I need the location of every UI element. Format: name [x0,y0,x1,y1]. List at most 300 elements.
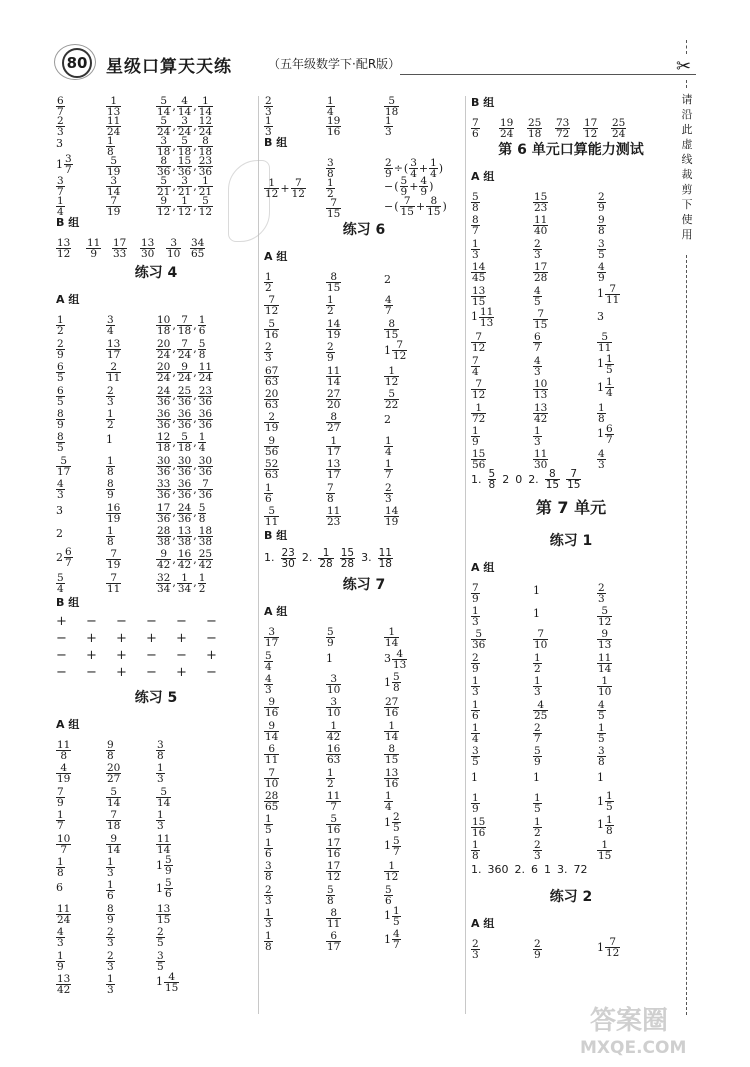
answer-value [106,880,115,901]
denominator: 17 [327,469,341,482]
answer-cell [597,190,606,213]
denominator: 21 [157,186,171,198]
answer-cell [471,744,480,767]
numerator: 12 [157,431,171,444]
answer-cell [597,604,612,627]
answer-value [264,436,279,457]
denominator: 8 [57,867,64,880]
operator: , [193,482,197,496]
answer-cell [533,447,548,470]
numerator: 7 [198,479,213,490]
numerator: 1 [198,431,206,444]
numerator: 5 [156,116,171,127]
whole-part: 1 [384,343,391,357]
denominator: 3 [534,365,541,378]
numerator: 5 [156,176,171,187]
answer-value [156,456,213,477]
numerator: 3 [598,745,605,758]
fraction [264,651,273,672]
answer-value [264,366,279,387]
fraction [605,284,620,305]
answer-cell [471,424,480,447]
fraction [86,238,101,259]
fraction [56,409,65,430]
fraction [106,857,115,878]
denominator: 28 [319,557,333,570]
numerator: 1 [606,352,613,365]
answer-cell [156,430,206,453]
answer-cell [56,832,71,855]
answer-row [56,947,256,973]
answer-value [56,787,65,808]
denominator: 8 [472,849,479,862]
answer-row [471,422,671,448]
answer-cell [555,116,570,139]
whole-part: 1 [384,675,391,689]
denominator: 63 [327,754,341,767]
denominator: 9 [57,348,64,361]
fraction [533,356,542,377]
denominator: 7 [385,305,392,318]
denominator: 18 [528,128,542,140]
fraction [264,412,279,433]
denominator: 24 [198,372,213,385]
answer-cell [56,808,65,831]
numerator: 11 [57,902,71,915]
answer-cell [499,116,514,139]
answer-value [326,412,341,433]
answer-cell [583,116,598,139]
numerator: 19 [327,115,341,127]
fraction [471,356,480,377]
answer-cell [326,457,341,480]
answer-cell [597,744,606,767]
fraction [555,118,570,139]
fraction [392,929,401,950]
denominator: 8 [598,412,605,425]
operator: , [193,119,197,133]
numerator: 11 [598,651,612,664]
answer-row [471,836,671,862]
answer-column-2 [264,92,464,954]
fraction [166,238,181,259]
numerator: 73 [556,117,570,129]
numerator: 1 [57,195,64,207]
answer-value [264,272,273,293]
operator: , [172,529,176,543]
mixed-number [597,354,614,375]
denominator: 2 [265,282,272,294]
denominator: 72 [556,128,570,140]
denominator: 28 [534,272,548,285]
denominator: 7 [385,469,392,482]
answer-value [533,723,542,744]
denominator: 24 [157,372,171,385]
numerator: 11 [534,214,548,227]
numerator: 2 [157,926,164,939]
answer-value [112,238,127,259]
operator: ( [394,179,399,193]
denominator: 36 [177,166,192,178]
answer-cell [597,698,606,721]
denominator: 24 [107,126,121,138]
answer-value [384,196,447,217]
fraction [156,740,165,761]
operator: , [193,576,197,590]
fraction [56,787,65,808]
numerator: 3 [265,860,272,873]
answer-cell [56,384,65,407]
answer-value [264,483,273,504]
answer-text: 3 [56,137,63,150]
denominator: 8 [107,535,114,548]
numerator: 5 [534,745,541,758]
fraction [471,215,480,236]
exercise-title: 练习 1 [549,532,593,549]
fraction [597,262,606,283]
answer-row [471,672,671,699]
numerator: 5 [264,506,279,517]
denominator: 14 [598,662,612,675]
numerator: 11 [198,361,213,374]
denominator: 14 [157,106,171,118]
answer-row [264,810,464,837]
answer-cell [533,815,542,838]
answer-value [156,951,165,972]
fraction [318,548,333,569]
denominator: 14 [177,106,192,118]
denominator: 65 [191,248,205,260]
fraction [340,548,355,569]
answer-value [597,746,606,767]
whole-part: 1 [156,858,163,872]
whole-part: 1 [384,839,391,853]
answer-cell [533,627,548,650]
answer-row [56,112,256,138]
numerator: 7 [471,379,486,390]
answer-row [56,970,256,996]
numerator: 30 [198,454,213,467]
denominator: 8 [60,750,68,763]
numerator: 28 [265,790,279,803]
numerator: 9 [107,739,114,752]
answer-row [471,305,671,331]
denominator: 7 [57,820,64,833]
denominator: 13 [107,106,121,118]
answer-cell [106,547,121,570]
numerator: 17 [327,836,341,849]
numerator: 5 [265,649,272,662]
operator: ) [429,179,434,193]
answer-value [106,763,121,784]
answer-value [384,836,401,857]
denominator: 2 [107,418,114,431]
answer-value [56,134,63,154]
fraction [499,118,514,139]
answer-value [326,627,335,648]
answer-value [190,238,205,259]
numerator: 8 [326,272,341,283]
numerator: 36 [198,407,213,420]
numerator: 11 [327,504,341,517]
denominator: 22 [385,398,399,411]
numerator: 4 [56,763,71,774]
numerator: 23 [281,546,295,559]
denominator: 5 [57,395,64,408]
numerator: 27 [385,696,399,709]
sign-cell: − [206,665,217,681]
answer-cell [106,949,115,972]
answer-cell [326,481,335,504]
denominator: 8 [198,512,206,525]
answer-value [597,332,612,353]
fraction [326,389,341,410]
fraction [384,768,399,789]
question-number: 3. [361,551,372,565]
answer-cell [56,855,65,878]
fraction [264,627,279,648]
whole-part: 1 [156,881,163,895]
fraction [156,479,171,500]
answer-value [527,118,542,139]
answer-cell [533,213,548,236]
fraction [264,885,273,906]
answer-cell [384,742,399,765]
fraction [281,548,296,569]
numerator: 7 [106,573,121,584]
answer-value [555,118,570,139]
answer-row [471,235,671,261]
denominator: 36 [198,418,213,431]
denominator: 4 [410,168,417,180]
answer-cell [471,354,480,377]
fraction [533,262,548,283]
answer-text: 1 [533,607,540,621]
fraction [326,768,335,789]
fraction [533,426,542,447]
answer-line [264,547,464,569]
answer-cell [156,547,213,570]
denominator: 5 [598,709,605,722]
answer-row [471,375,671,402]
denominator: 4 [606,387,613,400]
group-label: A 组 [471,170,495,183]
denominator: 56 [265,445,279,458]
answer-value [471,356,480,377]
answer-cell [384,364,399,387]
fraction [326,674,341,695]
denominator: 18 [177,325,192,338]
numerator: 11 [378,546,392,559]
answer-value [326,838,341,859]
answer-value [597,791,614,812]
numerator: 13 [107,337,121,350]
fraction [326,861,341,882]
answer-cell [106,501,121,524]
answer-cell [326,504,341,527]
denominator: 36 [157,489,171,502]
whole-part: 1 [384,909,391,923]
fraction [533,379,548,400]
denominator: 9 [598,202,605,214]
numerator: 2 [265,883,272,896]
numerator: 3 [157,949,164,962]
answer-cell [56,949,65,972]
fraction [471,403,486,424]
numerator: 1 [597,676,612,687]
fraction [164,855,173,876]
fraction [156,787,171,808]
answer-value [264,721,279,742]
answer-row [471,352,671,378]
answer-cell [156,738,165,761]
answer-value [106,974,115,995]
denominator: 18 [177,442,192,455]
answer-value [326,116,341,137]
answer-cell [611,116,626,139]
fraction [106,787,121,808]
answer-cell [56,761,71,784]
answer-value [384,768,399,789]
numerator: 1 [327,177,334,189]
denominator: 12 [606,947,620,960]
fraction [583,118,598,139]
answer-cell [471,698,480,721]
answer-cell [533,354,542,377]
answer-cell [597,791,614,812]
answer-value [597,307,604,327]
answer-cell [56,407,65,430]
numerator: 20 [157,361,171,374]
answer-value [597,424,614,445]
fraction [264,697,279,718]
mixed-number [384,836,401,857]
fraction [533,449,548,470]
numerator: 5 [327,883,334,896]
whole-part: 1 [597,357,604,371]
numerator: 7 [106,549,121,560]
fraction [471,426,480,447]
answer-cell [106,430,113,450]
answer-cell [326,649,333,669]
operator: − [384,179,394,193]
numerator: 11 [87,237,101,249]
denominator: 9 [327,637,334,650]
denominator: 9 [107,489,114,502]
fraction [533,840,542,861]
denominator: 27 [107,773,121,786]
answer-value [384,270,391,290]
answer-value [384,885,393,906]
numerator: 33 [157,478,171,491]
denominator: 3 [385,492,392,505]
fraction [156,763,165,784]
exercise-title: 练习 6 [342,222,386,238]
answer-row [264,479,464,505]
fraction [533,817,542,838]
answer-cell [264,859,273,882]
sign-cell: − [146,614,157,630]
fraction [106,810,121,831]
answer-cell [56,972,71,995]
numerator: 1 [265,271,272,283]
answer-value [106,456,115,477]
operator: , [172,199,176,213]
denominator: 6 [472,709,479,722]
fraction [597,583,606,604]
numerator: 2 [534,722,541,735]
answer-cell [384,340,407,361]
denominator: 12 [177,206,192,218]
fraction [326,838,341,859]
mixed-number [384,929,401,950]
denominator: 6 [385,894,392,907]
fraction [177,315,192,336]
answer-row [264,693,464,720]
answer-cell [106,384,115,407]
numerator: 5 [393,834,400,847]
numerator: 2 [106,362,121,373]
fraction [533,676,542,697]
whole-part: 3 [384,652,391,666]
denominator: 2 [198,582,206,595]
answer-value [384,366,399,387]
answer-cell [471,284,486,307]
operator: , [193,139,197,153]
denominator: 7 [393,845,400,858]
denominator: 10 [598,686,612,699]
answer-row [56,545,256,572]
sign-cell: + [86,648,97,664]
answer-cell [106,571,121,594]
denominator: 9 [90,248,98,260]
numerator: 1 [265,481,272,494]
fraction [471,192,480,213]
denominator: 3 [157,773,164,786]
answer-value [471,215,480,236]
denominator: 8 [327,492,334,505]
fraction [471,583,480,604]
answer-value [597,700,606,721]
answer-value [106,196,121,217]
answer-value [56,857,65,878]
answer-cell [533,604,540,624]
answer-cell [597,651,612,674]
answer-cell [326,672,341,695]
answer-cell [471,604,480,627]
fraction [106,904,115,925]
answer-value [156,526,213,547]
fraction [326,342,335,363]
denominator: 4 [430,168,437,180]
numerator: 1 [472,722,479,735]
denominator: 42 [177,559,192,572]
fraction [533,309,548,330]
denominator: 14 [327,375,341,388]
answer-cell [384,672,401,693]
numerator: 3 [107,314,114,327]
fraction [488,469,497,490]
answer-cell [471,791,480,814]
numerator: 1 [534,675,541,688]
answer-text: 1 [533,583,540,597]
numerator: 11 [157,832,171,845]
numerator: 16 [327,743,341,756]
fraction [471,700,480,721]
operator: ( [394,199,399,213]
denominator: 3 [107,960,114,973]
numerator: 7 [291,178,306,189]
